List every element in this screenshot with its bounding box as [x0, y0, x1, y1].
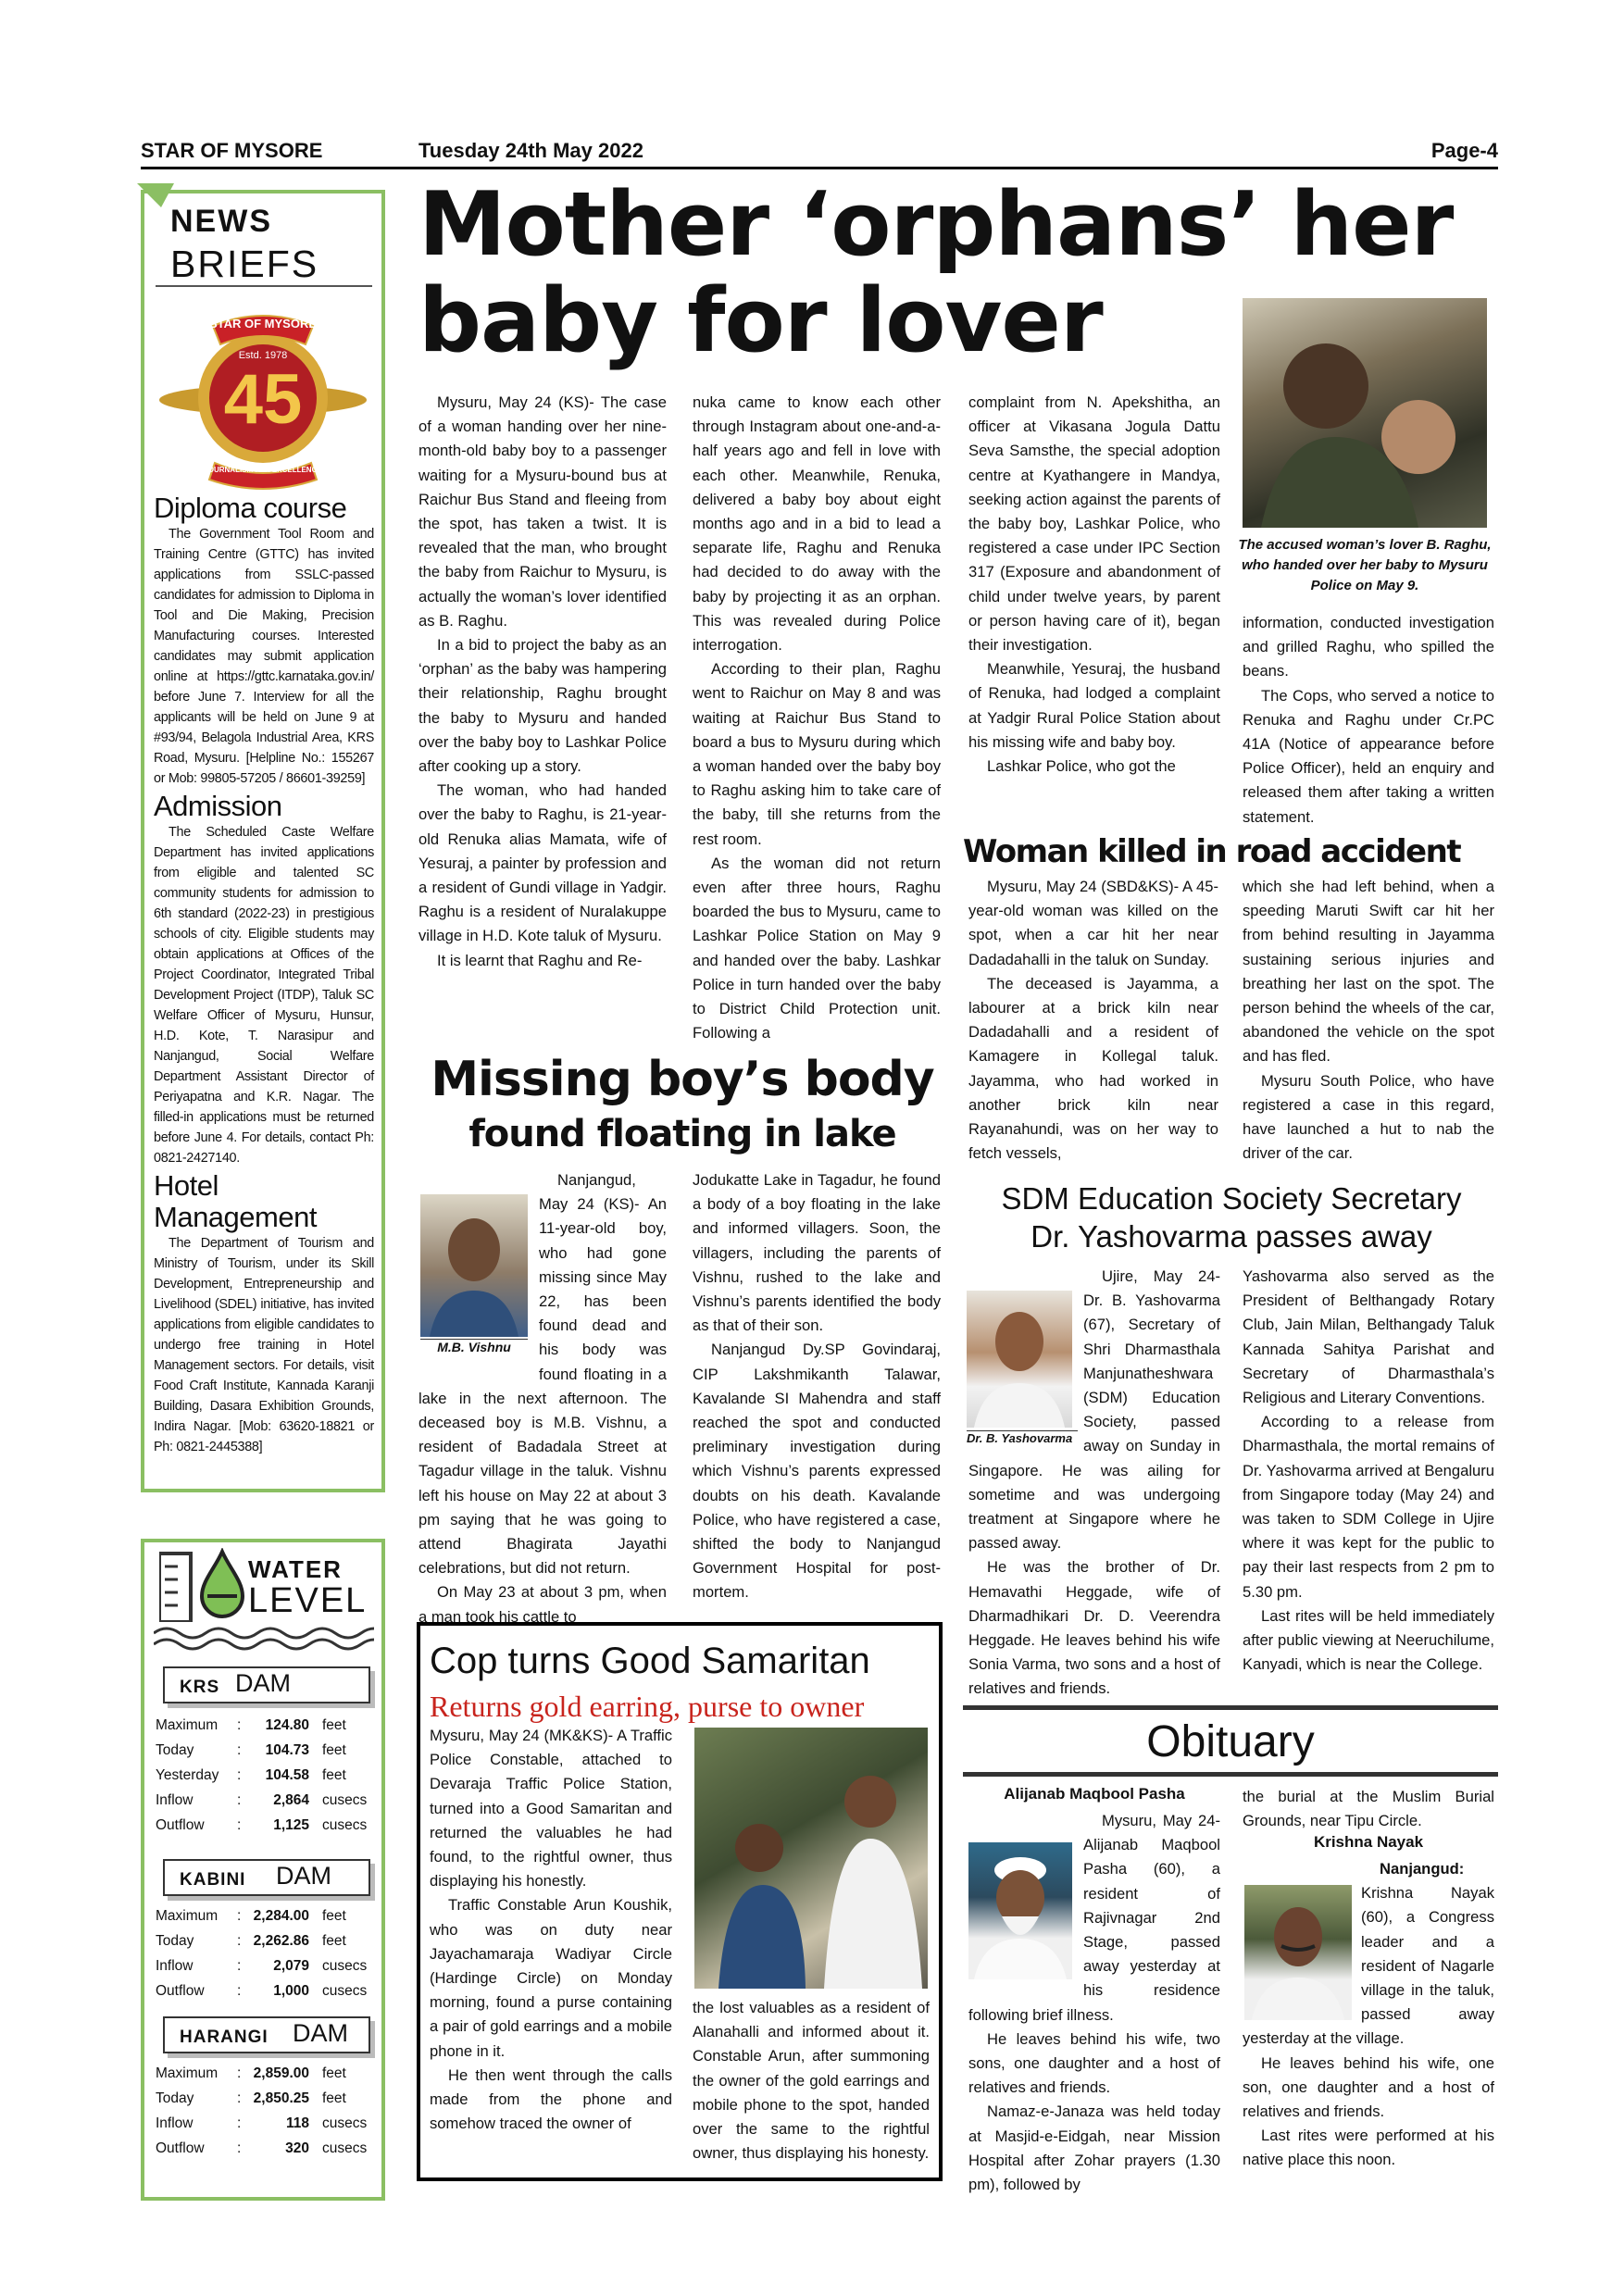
- obit-name-pasha: Alijanab Maqbool Pasha: [1004, 1785, 1185, 1803]
- briefs-divider: [156, 285, 372, 287]
- table-row: Outflow : 1,125 cusecs: [156, 1816, 368, 1833]
- logo-estd: Estd. 1978: [238, 350, 288, 361]
- photo-float-spacer: [968, 1809, 1083, 1981]
- dam-table-kabini: [156, 1903, 387, 2003]
- photo-float-spacer: [1243, 1857, 1361, 2026]
- dam-name: KRS: [180, 1678, 220, 1697]
- anniversary-logo: [157, 307, 369, 493]
- page-number: Page-4: [1430, 139, 1498, 162]
- sdm-photo-caption: Dr. B. Yashovarma: [967, 1430, 1078, 1445]
- dam-suffix: DAM: [235, 1669, 291, 1697]
- brief-item: [154, 1170, 374, 1457]
- table-row: Today : 2,262.86 feet: [156, 1932, 346, 1949]
- missing-headline-line-1: Missing boy’s body: [431, 1052, 934, 1107]
- sdm-headline-line-2: Dr. Yashovarma passes away: [1031, 1219, 1432, 1254]
- brief-body: The Scheduled Caste Welfare Department has invited applications from eligible and talented SC community students for admission to 6th standard (2022-23) in prestigious schools of city. Eligible students may obtain applications at Offices of the Project Coordinator, Integrated Tribal Development Project (ITDP), Taluk SC Welfare Officer of Mysuru, Hunsur, H.D. Kote, T. Narasipur and Nanjangud, Social Welfare Department Assistant Director of Periyapatna and K.R. Nagar. The filled-in applications must be returned before June 4. For details, contact Ph: 0821-2427140.: [154, 825, 374, 1166]
- obituary-bottom-rule: [963, 1772, 1498, 1777]
- cop-column-1: Mysuru, May 24 (MK&KS)- A Traffic Police Constable, attached to Devaraja Traffic Police Station, turned into a Good Samaritan and returned the valuables he had found, to the rightful owner, thus displaying his honestly. Traffic Constable Arun Koushik, who was on duty near Jayachamaraja Wadiyar Circle (Hardinge Circle) on Monday morning, found a purse containing a pair of gold earrings and a mobile phone in it. He then went through the calls made from the phone and somehow traced the owner of: [430, 1727, 672, 2133]
- lead-column-4: information, conducted investigation and grilled Raghu, who spilled the beans. The Cops, who served a notice to Renuka and Raghu under Cr.PC 41A (Notice of appearance before Police Officer), held an enquiry and released them after taking a written statement.: [1243, 614, 1494, 826]
- dam-suffix: DAM: [293, 2019, 348, 2047]
- logo-ribbon: JOURNALISM PAR EXCELLENCE: [204, 466, 322, 474]
- dam-name: KABINI: [180, 1870, 246, 1890]
- lead-column-1: Mysuru, May 24 (KS)- The case of a woman handing over her nine-month-old baby boy to a passenger waiting for a Mysuru-bound bus at Raichur Bus Stand and fleeing from the spot, has taken a twist. It is revealed that the man, who brought the baby from Raichur to Mysuru, is actually the woman’s lover identified as B. Raghu. In a bid to project the baby as an ‘orphan’ as the baby was hampering their relationship, Raghu brought the baby to Mysuru and handed over the baby boy to Lashkar Police after cooking up a story. The woman, who had handed over the baby to Raghu, is 21-year-old Renuka alias Mamata, wife of Yesuraj, a painter by profession and a resident of Gundi village in Yadgir. Raghu is a resident of Nuralakuppe village in H.D. Kote taluk of Mysuru. It is learnt that Raghu and Re-: [418, 393, 667, 969]
- photo-float-spacer: [418, 1168, 539, 1366]
- cop-headline: Cop turns Good Samaritan: [430, 1641, 870, 1681]
- photo-float-spacer: [968, 1265, 1083, 1448]
- dam-suffix: DAM: [276, 1862, 331, 1890]
- briefs-list: [154, 493, 374, 1457]
- table-row: Outflow : 1,000 cusecs: [156, 1982, 368, 1999]
- dam-header-harangi: [163, 2016, 370, 2053]
- lead-column-2: nuka came to know each other through Instagram about one-and-a-half years ago and fell in love with each other. Meanwhile, Renuka, delivered a baby boy about eight months ago and in a bid to lead a separate life, Raghu and Renuka had decided to do away with the baby by projecting it as an orphan. This was revealed during Police interrogation. According to their plan, Raghu went to Raichur on May 8 and was waiting at Raichur Bus Stand to board a bus to Mysuru during which a woman handed over the baby boy to Raghu asking him to take care of the baby, till she returns from the rest room. As the woman did not return even after three hours, Raghu boarded the bus to Mysuru, came to Lashkar Police Station on May 9 and handed over the baby. Lashkar Police in turn handed over the baby to District Child Protection unit. Following a: [693, 393, 941, 1042]
- obit-nayak-column: Nanjangud: Krishna Nayak (60), a Congress leader and a resident of Nagarle village in the taluk, passed away yesterday at the village. He leaves behind his wife, one son, one daughter and a host of relatives and friends. Last rites were performed at his native place this noon.: [1243, 1857, 1494, 2173]
- sdm-column-1: Ujire, May 24- Dr. B. Yashovarma (67), Secretary of Shri Dharmasthala Manjunatheshwara (SDM) Education Society, passed away on Sunday in Singapore. He was ailing for sometime and was undergoing treatment at Singapore where he passed away. He was the brother of Dr. Hemavathi Heggade, wife of Dharmadhikari Dr. D. Veerendra Heggade. He leaves behind his wife Sonia Varma, two sons and a host of relatives and friends.: [968, 1265, 1220, 1702]
- table-row: Inflow : 2,864 cusecs: [156, 1791, 368, 1808]
- brief-body: The Government Tool Room and Training Centre (GTTC) has invited applications from SSLC-passed candidates for admission to Diploma in Tool and Die Making, Precision Manufacturing courses. Interested candidates may submit application online at https://gttc.karnataka.gov.in/ before June 7. Interview for all the applicants will be held on June 9 at #93/94, Belagola Industrial Area, KRS Road, Mysuru. [Helpline No.: 155267 or Mob: 99805-57205 / 86601-39259]: [154, 527, 374, 786]
- obit-pasha-continued: the burial at the Muslim Burial Grounds, near Tipu Circle.: [1243, 1788, 1494, 1830]
- sdm-headline-line-1: SDM Education Society Secretary: [1001, 1181, 1462, 1216]
- issue-date: Tuesday 24th May 2022: [418, 139, 643, 162]
- accident-column-2: which she had left behind, when a speeding Maruti Swift car hit her from behind resulting in Jayamma sustaining serious injuries and breathing her last on the spot. The person behind the wheels of the car, abandoned the vehicle on the spot and has fled. Mysuru South Police, who have registered a case in this regard, have launched a hut to nab the driver of the car.: [1243, 878, 1494, 1163]
- water-title-2: LEVEL: [248, 1581, 368, 1620]
- table-row: Today : 104.73 feet: [156, 1741, 346, 1758]
- cop-returns-purse-photo: [694, 1728, 928, 1989]
- paper-name: STAR OF MYSORE: [141, 139, 323, 162]
- dam-table-harangi: [156, 2061, 387, 2161]
- table-row: Outflow : 320 cusecs: [156, 2140, 368, 2156]
- wave-decoration-icon: [154, 1626, 374, 1653]
- briefs-title-briefs: BRIEFS: [170, 243, 319, 285]
- brief-heading: Admission: [154, 790, 282, 822]
- obituary-top-rule: [963, 1705, 1498, 1710]
- water-title-1: WATER: [248, 1555, 343, 1583]
- accident-column-1: Mysuru, May 24 (SBD&KS)- A 45-year-old woman was killed on the spot, when a car hit her near Dadadahalli in the taluk on Sunday. The deceased is Jayamma, a labourer at a brick kiln near Dadadahalli and a resident of Kamagere in Kollegal taluk. Jayamma, who had worked in another brick kiln near Rayanahundi, was on her way to fetch vessels,: [968, 878, 1218, 1163]
- dam-header-krs: [163, 1666, 370, 1703]
- briefs-title-news: NEWS: [170, 204, 272, 239]
- table-row: Inflow : 118 cusecs: [156, 2115, 368, 2131]
- table-row: Yesterday : 104.58 feet: [156, 1766, 346, 1783]
- page-masthead: [141, 139, 1498, 169]
- missing-column-2: Jodukatte Lake in Tagadur, he found a body of a boy floating in the lake and informed villagers. Soon, the villagers, including the parents of Vishnu, rushed to the lake and Vishnu’s parents identified the body as that of their son. Nanjangud Dy.SP Govindaraj, CIP Lakshmikanth Talawar, Kavalande SI Mahendra and staff reached the spot and conducted preliminary investigation during which Vishnu’s parents expressed doubts on his death. Kavalande Police, who have registered a case, shifted the body to Nanjangud Government Hospital for post-mortem.: [693, 1171, 941, 1602]
- accident-headline: Woman killed in road accident: [963, 833, 1461, 870]
- brief-heading: Hotel Management: [154, 1169, 317, 1233]
- table-row: Today : 2,850.25 feet: [156, 2090, 346, 2106]
- lead-column-3: complaint from N. Apekshitha, an officer at Vikasana Jogula Dattu Seva Samsthe, the special adoption centre at Kyathangere in Mandya, seeking action against the parents of the baby boy, Lashkar Police, who registered a case under IPC Section 317 (Exposure and abandonment of child under twelve years, by parent or person having care of it), began their investigation. Meanwhile, Yesuraj, the husband of Renuka, had lodged a complaint at Yadgir Rural Police Station about his missing wife and baby boy. Lashkar Police, who got the: [968, 393, 1220, 776]
- dam-header-kabini: [163, 1859, 370, 1896]
- cop-subhead: Returns gold earring, purse to owner: [430, 1690, 865, 1723]
- brief-body: The Department of Tourism and Ministry of Tourism, under its Skill Development, Entrepreneurship and Livelihood (SDEL) initiative, has invited applications from eligible candidates to undergo free training in Hotel Management sectors. For details, visit Food Craft Institute, Kannada Karanji Building, Dasara Exhibition Grounds, Indira Nagar. [Mob: 63620-18821 or Ph: 0821-2445388]: [154, 1236, 374, 1454]
- brief-item: [154, 791, 374, 1168]
- obit-pasha-column: Mysuru, May 24- Alijanab Maqbool Pasha (60), a resident of Rajivnagar 2nd Stage, passed away yesterday at his residence following brief illness. He leaves behind his wife, two sons, one daughter and a host of relatives and friends. Namaz-e-Janaza was held today at Masjid-e-Eidgah, near Mission Hospital after Zohar prayers (1.30 pm), followed by: [968, 1809, 1220, 2197]
- sdm-column-2: Yashovarma also served as the President of Belthangady Rotary Club, Jain Milan, Belthangady Taluk Kannada Sahitya Parishat and Secretary of Dharmasthala’s Religious and Literary Conventions. According to a release from Dharmasthala, the mortal remains of Dr. Yashovarma arrived at Bengaluru from Singapore today (May 24) and was taken to SDM College in Ujire where it was kept for the public to pay their last respects from 2 pm to 5.30 pm. Last rites will be held immediately after public viewing at Neeruchilume, Kanyadi, which is near the College.: [1243, 1267, 1494, 1674]
- lead-headline-line-2: baby for lover: [418, 270, 1103, 372]
- logo-number: 45: [223, 360, 303, 439]
- brief-heading: Diploma course: [154, 492, 347, 524]
- table-row: Maximum : 124.80 feet: [156, 1716, 346, 1733]
- missing-photo-caption: M.B. Vishnu: [420, 1339, 528, 1354]
- obituary-title: Obituary: [1146, 1717, 1315, 1766]
- dam-name: HARANGI: [180, 2028, 269, 2047]
- missing-headline-line-2: found floating in lake: [468, 1113, 896, 1155]
- cop-column-2: the lost valuables as a resident of Alanahalli and informed about it. Constable Arun, after summoning the owner of the gold earrings and mobile phone to the spot, handed over the same to the rightful owner, thus displaying his honesty.: [693, 1999, 930, 2163]
- brief-item: [154, 493, 374, 789]
- accused-lover-photo: [1243, 298, 1487, 528]
- table-row: Maximum : 2,284.00 feet: [156, 1907, 346, 1924]
- missing-column-1: Nanjangud, May 24 (KS)- An 11-year-old boy, who had gone missing since May 22, has been found dead and his body was found floating in a lake in the next afternoon. The deceased boy is M.B. Vishnu, a resident of Badadala Street at Tagadur village in the taluk. Vishnu left his house on May 22 at about 3 pm saying that he was going to attend Bhagirata Jayathi celebrations, but did not return. On May 23 at about 3 pm, when a man took his cattle to: [418, 1168, 667, 1629]
- table-row: Maximum : 2,859.00 feet: [156, 2065, 346, 2081]
- table-row: Inflow : 2,079 cusecs: [156, 1957, 368, 1974]
- obit-name-nayak: Krishna Nayak: [1313, 1833, 1424, 1851]
- lead-headline-line-1: Mother ‘orphans’ her: [418, 174, 1454, 276]
- lead-photo-caption: The accused woman’s lover B. Raghu, who handed over her baby to Mysuru Police on May 9.: [1238, 537, 1492, 593]
- logo-top-text: STAR OF MYSORE: [208, 317, 318, 331]
- corner-tab-icon: [137, 183, 174, 207]
- dam-table-krs: [156, 1713, 387, 1838]
